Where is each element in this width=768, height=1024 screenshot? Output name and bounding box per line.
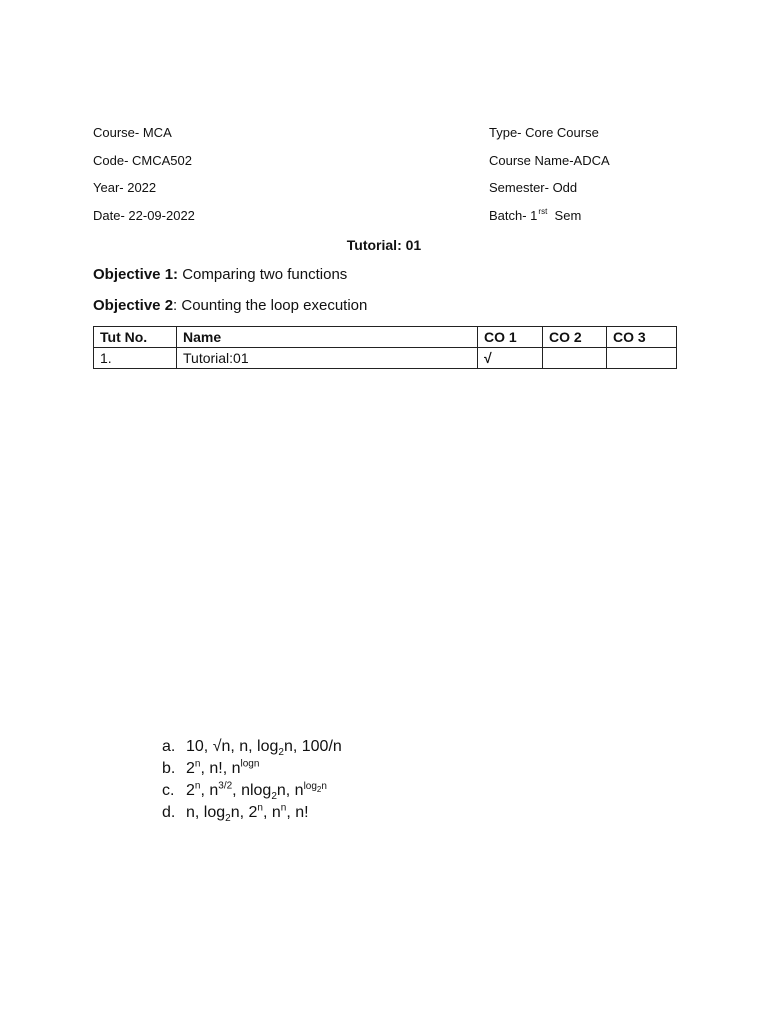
objective-2-text: : Counting the loop execution [173,297,368,314]
objective-1 [93,266,347,284]
list-item: d. n, $\log_2n$, 2$^n$, $n^n$, n! [162,802,309,825]
list-item: a. 10, √n, n, $\log_2n$, 100/n [162,738,342,759]
batch-prefix: Batch- 1 [489,208,538,223]
cell-co2 [543,348,607,369]
batch-field [489,208,581,226]
list-item: b. 2$^n$, n!, $n^{logn}$ [162,758,342,780]
code-field: Code- CMCA502 [93,153,192,168]
list-marker: b. [162,760,176,777]
list-marker: a. [162,738,176,755]
tutorial-title: Tutorial: 01 [346,237,422,253]
list-marker: c. [162,782,175,799]
cell-co3 [607,348,677,369]
list-marker: d. [162,804,176,821]
objective-1-label: Objective 1: [93,266,179,283]
semester-field: Semester- Odd [489,180,578,195]
date-field: Date- 22-09-2022 [93,208,195,223]
header-co3: CO 3 [607,327,677,348]
cell-co1-check: √ [478,348,543,369]
header-tut-no: Tut No. [94,327,177,348]
course-name-field: Course Name-ADCA [489,153,610,168]
header-name: Name [177,327,478,348]
header-co1: CO 1 [478,327,543,348]
objective-1-text: Comparing two functions [178,266,348,283]
objective-2 [93,297,367,315]
cell-tut-no: 1. [94,348,177,369]
batch-superscript: rst [538,207,548,216]
year-field: Year- 2022 [93,180,157,195]
cell-name: Tutorial:01 [177,348,478,369]
list-item: c. 2$^n$, $n^{3/2}$, nlog$_2$n, $n^{log_2n}$ [162,780,327,803]
function-list [162,736,342,824]
batch-suffix: Sem [554,208,582,223]
course-outcome-table [93,326,677,369]
table-row [94,348,677,369]
type-field: Type- Core Course [489,125,599,140]
table-header-row [94,327,677,348]
objective-2-label: Objective 2 [93,297,174,314]
course-field: Course- MCA [93,125,172,140]
header-co2: CO 2 [543,327,607,348]
